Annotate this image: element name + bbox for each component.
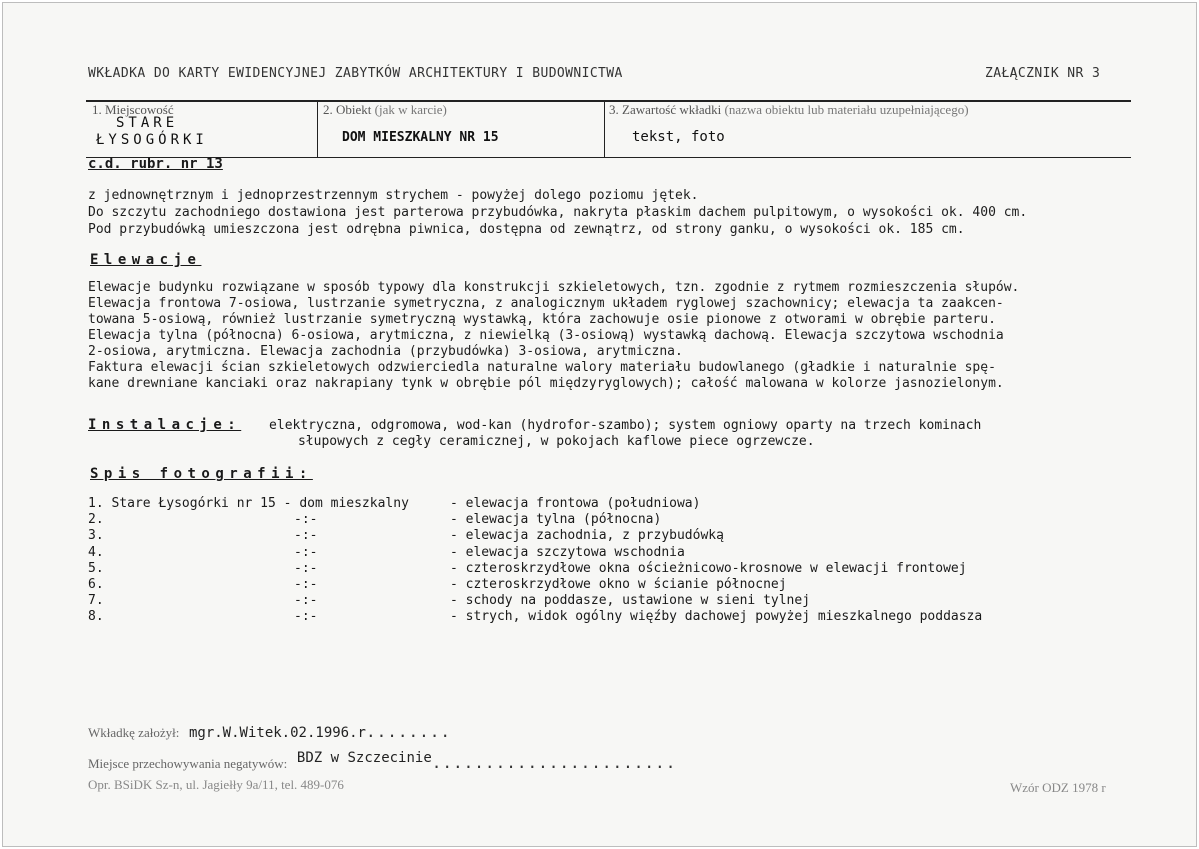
box3-label-hint: (nazwa obiektu lub materiału uzupełniającego) bbox=[724, 102, 969, 117]
storage-label: Miejsce przechowywania negatywów: bbox=[88, 756, 288, 771]
intro-line-3: Pod przybudówką umieszczona jest odrębna piwnica, dostępna od zewnątrz, od strony ganku, o wysokości ok. 185 cm. bbox=[88, 222, 965, 237]
insert-content: tekst, foto bbox=[632, 129, 725, 145]
photo-description: - czteroskrzydłowe okna ościeżnicowo-krosnowe w elewacji frontowej bbox=[450, 560, 967, 576]
rubric-continuation: c.d. rubr. nr 13 bbox=[88, 156, 223, 172]
elewacje-line-6: Faktura elewacji ścian szkieletowych odzwierciedla naturalne walory materiału budowlanego (gładkie i naturalnie spę- bbox=[88, 360, 996, 375]
ditto-mark: -:- bbox=[294, 593, 318, 609]
ditto-mark: -:- bbox=[294, 512, 318, 528]
storage-line bbox=[88, 750, 677, 772]
photo-row bbox=[88, 512, 1088, 528]
section-heading-instalacje: Instalacje: bbox=[88, 417, 242, 433]
instalacje-text-1: elektryczna, odgromowa, wod-kan (hydrofor-szambo); system ogniowy oparty na trzech kominach bbox=[269, 418, 982, 433]
photo-row bbox=[88, 528, 1088, 544]
photo-description: - czteroskrzydłowe okno w ścianie północnej bbox=[450, 576, 787, 592]
photo-description: - elewacja tylna (północna) bbox=[450, 512, 662, 528]
photo-list bbox=[88, 496, 1088, 626]
photo-number: 7. bbox=[88, 593, 104, 609]
photo-number: 5. bbox=[88, 560, 104, 576]
photo-row bbox=[88, 593, 1088, 609]
author-value: mgr.W.Witek.02.1996.r bbox=[188, 725, 366, 741]
intro-line-2: Do szczytu zachodniego dostawiona jest parterowa przybudówka, nakryta płaskim dachem pulpitowym, o wysokości ok. 400 cm. bbox=[88, 205, 1028, 220]
ditto-mark: -:- bbox=[294, 576, 318, 592]
storage-dots: ....................... bbox=[431, 753, 677, 772]
photo-number: 2. bbox=[88, 512, 104, 528]
box3-label-text: 3. Zawartość wkładki bbox=[609, 102, 722, 117]
elewacje-line-3: towana 5-osiową, również lustrzanie symetryczną wystawką, która zachowuje osie pionowe z otworami w obrębie parteru. bbox=[88, 312, 996, 327]
photo-number: 1. Stare Łysogórki nr 15 - dom mieszkalny bbox=[88, 496, 409, 511]
elewacje-line-5: 2-osiowa, arytmiczna. Elewacja zachodnia (przybudówka) 3-osiowa, arytmiczna. bbox=[88, 344, 683, 359]
instalacje-text-2: słupowych z cegły ceramicznej, w pokojach kaflowe piece ogrzewcze. bbox=[298, 434, 815, 449]
photo-number: 3. bbox=[88, 528, 104, 544]
ditto-mark: -:- bbox=[294, 544, 318, 560]
ditto-mark: -:- bbox=[294, 560, 318, 576]
author-line bbox=[88, 722, 451, 741]
table-divider-2 bbox=[604, 100, 605, 158]
locality-line2: ŁYSOGÓRKI bbox=[96, 132, 208, 148]
elewacje-line-7: kane drewniane kanciaki oraz nakrapiany tynk w obrębie pól międzyryglowych); całość malowana w kolorze jasnozielonym. bbox=[88, 376, 1004, 391]
template-info: Wzór ODZ 1978 r bbox=[1010, 780, 1106, 795]
box1-label: 1. Miejscowość bbox=[92, 102, 174, 117]
attachment-number: ZAŁĄCZNIK NR 3 bbox=[985, 66, 1101, 81]
author-label: Wkładkę założył: bbox=[88, 725, 180, 740]
box3-label bbox=[609, 102, 969, 118]
locality-line1: STARE bbox=[116, 115, 179, 131]
box2-label bbox=[323, 102, 447, 118]
photo-number: 4. bbox=[88, 544, 104, 560]
photo-description: - elewacja szczytowa wschodnia bbox=[450, 544, 685, 560]
instalacje-line-1 bbox=[88, 417, 981, 433]
author-dots: ........ bbox=[365, 722, 452, 741]
photo-row bbox=[88, 561, 1088, 577]
elewacje-line-2: Elewacja frontowa 7-osiowa, lustrzanie symetryczna, z analogicznym układem ryglowej szachownicy; elewacja ta zaakcen- bbox=[88, 296, 1004, 311]
photo-description: - strych, widok ogólny więźby dachowej powyżej mieszkalnego poddasza bbox=[450, 609, 983, 625]
photo-number: 8. bbox=[88, 609, 104, 625]
storage-value: BDZ w Szczecinie bbox=[296, 750, 432, 766]
photo-number: 6. bbox=[88, 576, 104, 592]
photo-description: - elewacja zachodnia, z przybudówką bbox=[450, 528, 724, 544]
section-heading-elewacje: Elewacje bbox=[90, 252, 202, 268]
box2-label-hint: (jak w karcie) bbox=[374, 102, 447, 117]
table-bottom-rule bbox=[86, 157, 1131, 158]
document-title: WKŁADKA DO KARTY EWIDENCYJNEJ ZABYTKÓW ARCHITEKTURY I BUDOWNICTWA bbox=[88, 66, 623, 81]
elewacje-line-1: Elewacje budynku rozwiązane w sposób typowy dla konstrukcji szkieletowych, tzn. zgodnie z rytmem rozmieszczenia słupów. bbox=[88, 280, 1020, 295]
ditto-mark: -:- bbox=[294, 609, 318, 625]
box2-label-text: 2. Obiekt bbox=[323, 102, 372, 117]
photo-row bbox=[88, 545, 1088, 561]
photo-description: - schody na poddasze, ustawione w sieni tylnej bbox=[450, 593, 811, 609]
photo-row bbox=[88, 609, 1088, 625]
print-info: Opr. BSiDK Sz-n, ul. Jagiełły 9a/11, tel. 489-076 bbox=[88, 777, 344, 792]
photo-row bbox=[88, 496, 1088, 512]
elewacje-line-4: Elewacja tylna (północna) 6-osiowa, arytmiczna, z niewielką (3-osiową) wystawką dachową. Elewacja szczytowa wschodnia bbox=[88, 328, 1004, 343]
ditto-mark: -:- bbox=[294, 528, 318, 544]
photo-row bbox=[88, 577, 1088, 593]
object-name: DOM MIESZKALNY NR 15 bbox=[342, 130, 499, 145]
intro-line-1: z jednownętrznym i jednoprzestrzennym strychem - powyżej dolego poziomu jętek. bbox=[88, 188, 699, 203]
section-heading-spis-fotografii: Spis fotografii: bbox=[90, 466, 313, 482]
table-divider-1 bbox=[317, 100, 318, 158]
photo-description: - elewacja frontowa (południowa) bbox=[450, 496, 701, 511]
